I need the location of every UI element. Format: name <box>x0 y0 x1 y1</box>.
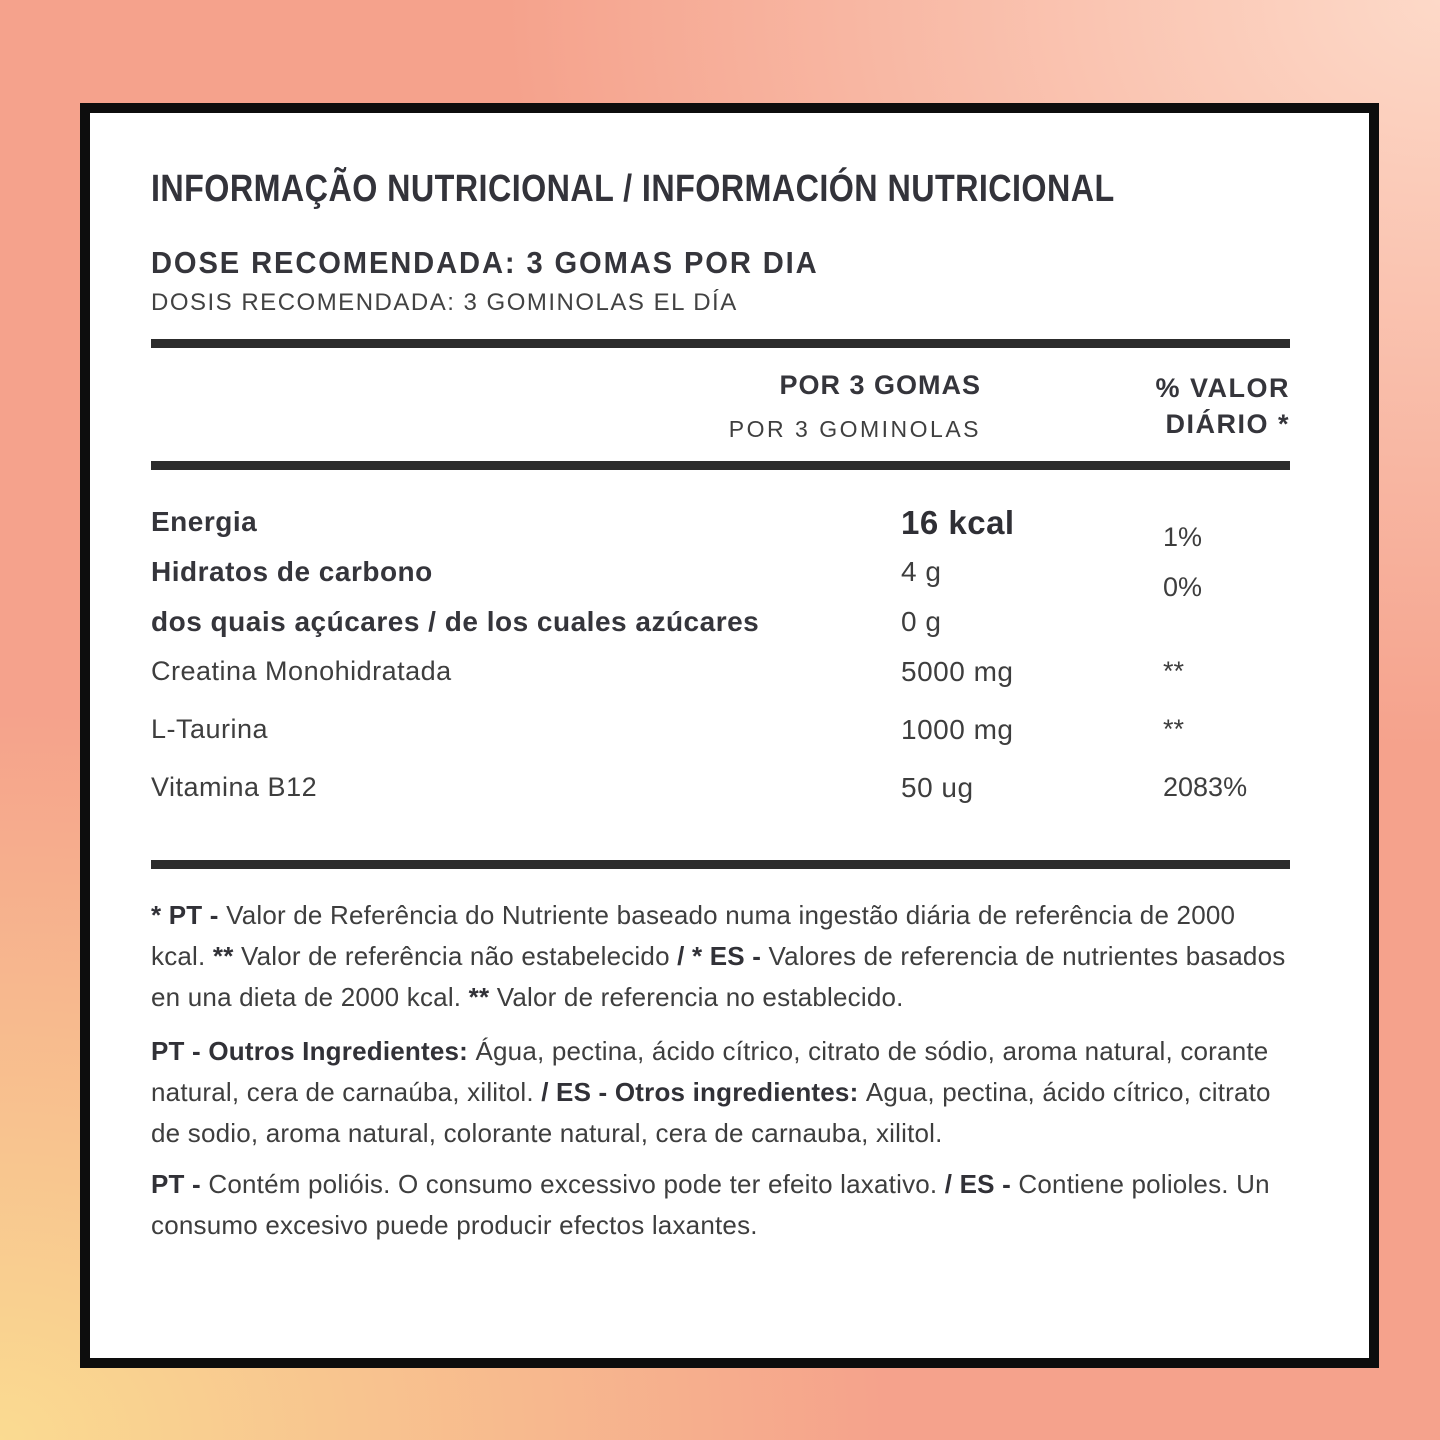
footnote-reference-values <box>151 895 1290 1018</box>
nutrition-title: INFORMAÇÃO NUTRICIONAL / INFORMACIÓN NUTRICIONAL <box>151 168 1115 210</box>
divider-bottom <box>151 860 1290 869</box>
text-segment-bold: ** <box>468 982 497 1012</box>
nutrition-facts-card <box>80 103 1379 1368</box>
divider-top <box>151 339 1290 348</box>
table-row <box>151 714 1290 772</box>
nutrient-daily-value: ** <box>1163 656 1185 686</box>
text-segment: Valor de Referência do Nutriente baseado numa ingestão diária de referência de 2000 kcal. <box>151 900 1236 971</box>
text-segment-bold: PT - <box>151 1169 209 1199</box>
text-segment-bold: / ES - Otros ingredientes: <box>541 1077 866 1107</box>
col-dv-line1: % VALOR <box>1155 373 1290 403</box>
nutrient-label: L-Taurina <box>151 714 269 744</box>
text-segment-bold: / * ES - <box>677 941 769 971</box>
text-segment: Valores de referencia de nutrientes basados en una dieta de 2000 kcal. <box>151 941 1286 1012</box>
table-row <box>151 606 1290 656</box>
nutrient-label: Energia <box>151 506 258 537</box>
nutrient-amount: 1000 mg <box>901 714 1014 745</box>
table-row <box>151 656 1290 714</box>
column-header-daily-value <box>981 370 1290 443</box>
table-row <box>151 772 1290 830</box>
nutrient-amount: 0 g <box>901 606 942 637</box>
text-segment: Valor de referência não estabelecido <box>240 941 678 971</box>
text-segment: Contém polióis. O consumo excessivo pode ter efeito laxativo. <box>208 1169 945 1199</box>
nutrient-label: dos quais açúcares / de los cuales azúcares <box>151 606 760 637</box>
footnote-polyols-warning <box>151 1164 1290 1246</box>
nutrient-daily-value: ** <box>1163 714 1185 744</box>
text-segment-bold: / ES - <box>944 1169 1019 1199</box>
nutrient-amount: 5000 mg <box>901 656 1014 687</box>
nutrient-daily-value: 2083% <box>1163 772 1248 802</box>
divider-header <box>151 461 1290 470</box>
text-segment-bold: ** <box>212 941 241 971</box>
nutrient-table <box>151 470 1290 860</box>
table-header <box>151 348 1290 461</box>
nutrient-label: Vitamina B12 <box>151 772 318 802</box>
col-amount-line-es: POR 3 GOMINOLAS <box>728 416 981 442</box>
nutrient-daily-value: 0% <box>1163 572 1203 602</box>
nutrient-amount: 4 g <box>901 556 942 587</box>
nutrient-label: Hidratos de carbono <box>151 556 433 587</box>
nutrient-amount: 50 ug <box>901 772 974 803</box>
text-segment: Agua, pectina, ácido cítrico, citrato de sodio, aroma natural, colorante natural, cera de carnauba, xilitol. <box>151 1077 1271 1148</box>
text-segment-bold: PT - Outros Ingredientes: <box>151 1036 476 1066</box>
table-row <box>151 506 1290 556</box>
nutrient-amount: 16 kcal <box>901 504 1015 541</box>
text-segment: Contiene polioles. Un consumo excesivo puede producir efectos laxantes. <box>151 1169 1270 1240</box>
text-segment: Água, pectina, ácido cítrico, citrato de sódio, aroma natural, corante natural, cera de carnaúba, xilitol. <box>151 1036 1269 1107</box>
nutrient-daily-value: 1% <box>1163 522 1203 552</box>
col-dv-line2: DIÁRIO * <box>1165 409 1290 439</box>
footnote-other-ingredients <box>151 1031 1290 1154</box>
nutrient-label: Creatina Monohidratada <box>151 656 452 686</box>
text-segment: Valor de referencia no establecido. <box>496 982 904 1012</box>
col-amount-line-pt: POR 3 GOMAS <box>779 370 981 400</box>
recommended-dose-es: DOSIS RECOMENDADA: 3 GOMINOLAS EL DÍA <box>151 289 738 316</box>
recommended-dose-pt: DOSE RECOMENDADA: 3 GOMAS POR DIA <box>151 245 819 280</box>
column-header-amount <box>151 370 981 443</box>
text-segment-bold: * PT - <box>151 900 227 930</box>
table-row <box>151 556 1290 606</box>
